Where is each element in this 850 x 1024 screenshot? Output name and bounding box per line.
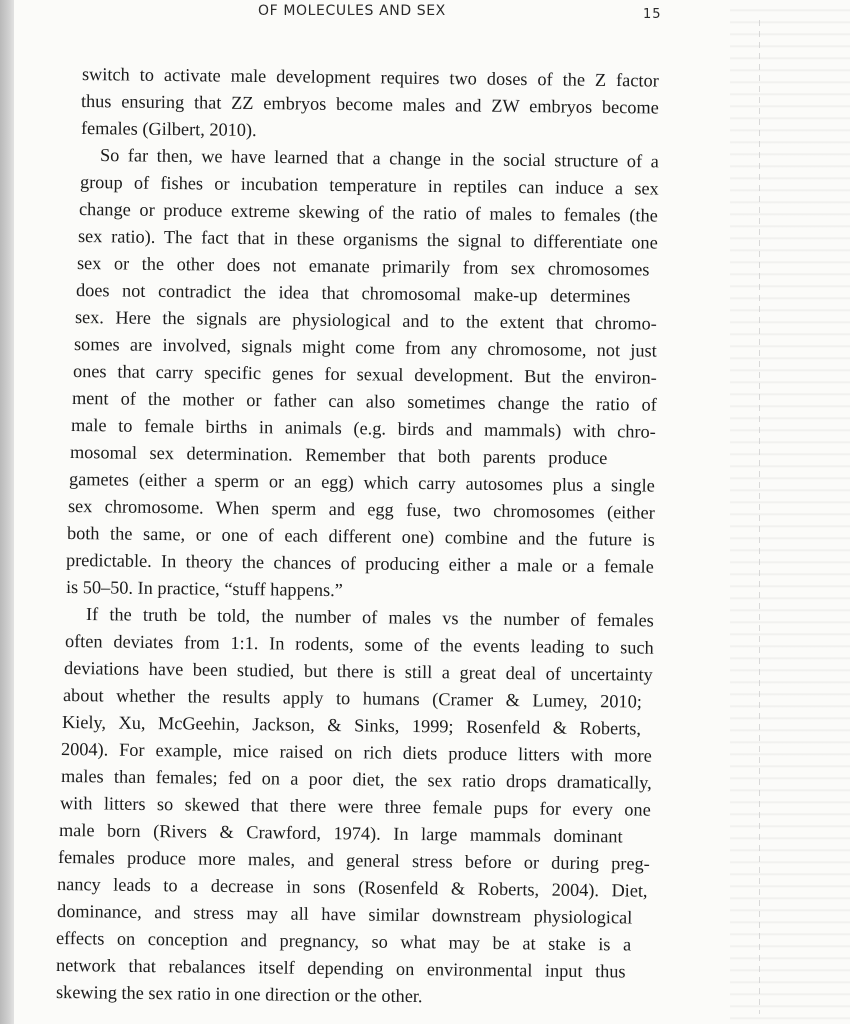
text-line: does not contradict the idea that chromosomal make-up determines xyxy=(75,280,631,307)
book-page xyxy=(14,0,850,1024)
text-line: sex chromosome. When sperm and egg fuse, two chromosomes (either xyxy=(67,496,655,523)
text-line: sex. Here the signals are physiological and to the extent that chromo- xyxy=(74,307,657,334)
text-line: dominance, and stress may all have similar downstream physiological xyxy=(56,901,633,928)
text-line: network that rebalances itself depending on environmental input thus xyxy=(55,955,626,982)
text-line: both the same, or one of each different one) combine and the future is xyxy=(66,523,655,550)
text-line: thus ensuring that ZZ embryos become males and ZW embryos become xyxy=(80,91,659,118)
text-line: is 50–50. In practice, “stuff happens.” xyxy=(65,577,343,601)
text-line: mosomal sex determination. Remember that both parents produce xyxy=(69,442,608,469)
text-line: 2004). For example, mice raised on rich diets produce litters with more xyxy=(60,739,652,766)
text-line: group of fishes or incubation temperature in reptiles can induce a sex xyxy=(79,172,659,199)
text-line: Kiely, Xu, McGeehin, Jackson, & Sinks, 1999; Rosenfeld & Roberts, xyxy=(61,712,642,739)
text-line: skewing the sex ratio in one direction or the other. xyxy=(55,982,423,1007)
text-line: males than females; fed on a poor diet, the sex ratio drops dramatically, xyxy=(60,766,652,793)
text-line: often deviates from 1:1. In rodents, some of the events leading to such xyxy=(64,631,654,658)
text-line: with litters so skewed that there were three female pups for every one xyxy=(59,793,651,820)
text-line: females (Gilbert, 2010). xyxy=(80,118,257,140)
text-line: switch to activate male development requires two doses of the Z factor xyxy=(81,64,659,91)
text-line: females produce more males, and general stress before or during preg- xyxy=(57,847,650,874)
text-line: somes are involved, signals might come from any chromosome, not just xyxy=(73,334,657,361)
text-line: male born (Rivers & Crawford, 1974). In large mammals dominant xyxy=(58,820,623,847)
running-head: OF MOLECULES AND SEX xyxy=(258,3,446,19)
text-line: about whether the results apply to humans (Cramer & Lumey, 2010; xyxy=(62,685,642,712)
text-line: effects on conception and pregnancy, so what may be at stake is a xyxy=(55,928,632,955)
text-line: ones that carry specific genes for sexual development. But the environ- xyxy=(72,361,657,388)
page-shadow xyxy=(0,0,14,1024)
body-text xyxy=(14,0,850,1024)
text-line: deviations have been studied, but there is still a great deal of uncertainty xyxy=(63,658,653,685)
text-line: nancy leads to a decrease in sons (Rosenfeld & Roberts, 2004). Diet, xyxy=(56,874,648,901)
text-line: sex or the other does not emanate primarily from sex chromosomes xyxy=(76,253,650,280)
text-line: gametes (either a sperm or an egg) which carry autosomes plus a single xyxy=(68,469,655,496)
text-line: If the truth be told, the number of males vs the number of females xyxy=(85,604,654,631)
page-number: 15 xyxy=(643,7,662,22)
text-line: sex ratio). The fact that in these organisms the signal to differentiate one xyxy=(77,226,658,253)
text-line: male to female births in animals (e.g. birds and mammals) with chro- xyxy=(70,415,656,442)
text-line: predictable. In theory the chances of producing either a male or a female xyxy=(65,550,654,577)
text-line: ment of the mother or father can also sometimes change the ratio of xyxy=(71,388,657,415)
text-line: change or produce extreme skewing of the ratio of males to females (the xyxy=(78,199,658,226)
text-line: So far then, we have learned that a change in the social structure of a xyxy=(99,145,659,172)
